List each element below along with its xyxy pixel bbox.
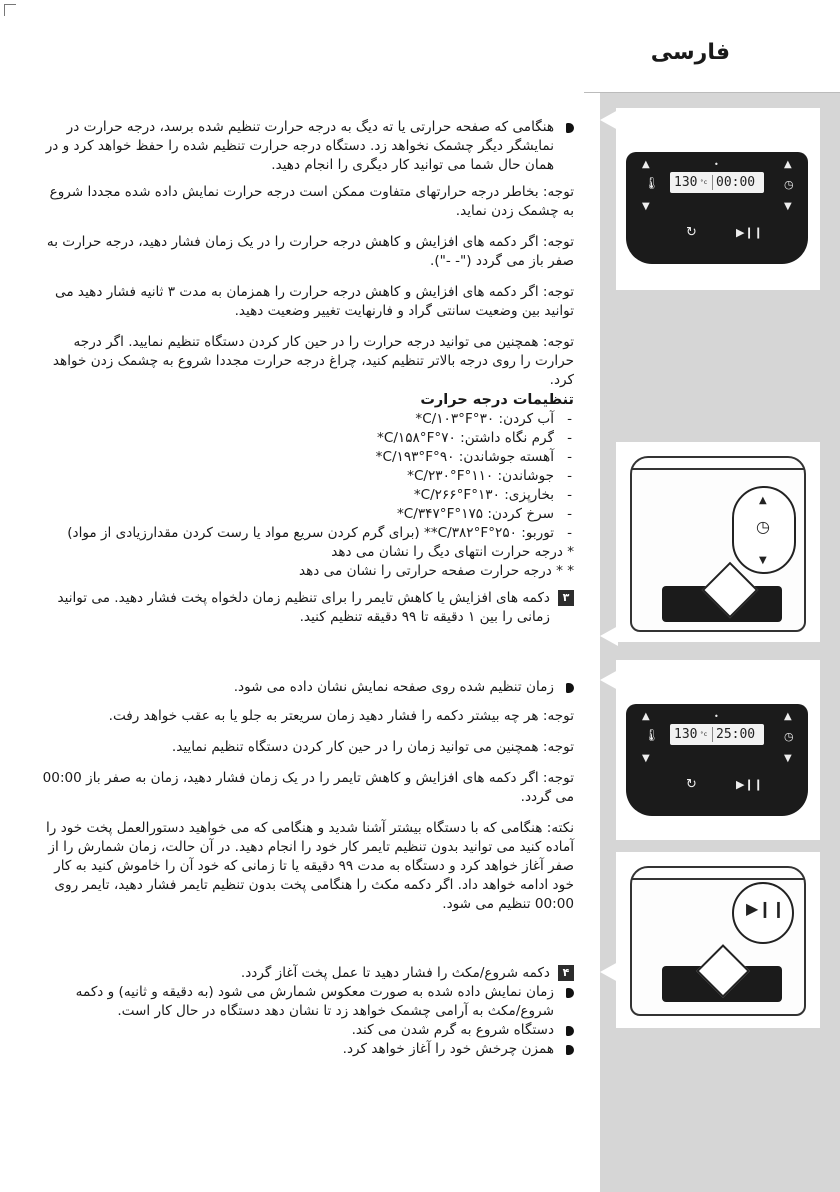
setting-item: - توربو: ۲۵۰°C/۳۸۲°F** (برای گرم کردن سریع مواد یا رست کردن مقدارزیادی از مواد) (36, 524, 574, 543)
setting-item: - گرم نگاه داشتن: ۷۰°C/۱۵۸°F* (36, 429, 574, 448)
start-button-zoom (732, 882, 794, 944)
step-number: ۳ (558, 590, 574, 606)
control-panel (626, 704, 808, 816)
note-1: توجه: بخاطر درجه حرارتهای متفاوت ممکن است درجه حرارت نمایش داده شده مجددا شروع به چشمک زدن نماید. (49, 184, 574, 219)
note-6: توجه: همچنین می توانید زمان را در حین کار کردن دستگاه تنظیم نمایید. (171, 739, 574, 755)
down-arrow-icon: ▼ (642, 201, 650, 212)
clock-icon: ◷ (784, 178, 794, 191)
setting-item: - آب کردن: ۳۰°C/۱۰۳°F* (36, 410, 574, 429)
up-arrow-icon: ▲ (642, 159, 650, 170)
instructions-part-3 (36, 964, 574, 1059)
header-divider (584, 92, 840, 93)
instructions-part-1 (36, 118, 574, 627)
setting-item: - آهسته جوشاندن: ۹۰°C/۱۹۳°F* (36, 448, 574, 467)
setting-item: - سرخ کردن: ۱۷۵°C/۳۴۷°F* (36, 505, 574, 524)
figure-control-panel-25 (616, 660, 820, 840)
bullet-time-shown: زمان تنظیم شده روی صفحه نمایش نشان داده می شود. (36, 678, 574, 697)
step-4-text: دکمه شروع/مکث را فشار دهید تا عمل پخت آغاز گردد. (240, 965, 550, 981)
cooker-illustration (630, 456, 806, 632)
step-4-bullet: همزن چرخش خود را آغاز خواهد کرد. (36, 1040, 574, 1059)
timer-button-zoom (732, 486, 796, 574)
indicator-dot-icon: • (714, 712, 719, 721)
temperature-unit: °c (700, 179, 708, 186)
lid-line (632, 468, 804, 470)
figure-pointer (600, 670, 618, 690)
footnote-1: * درجه حرارت انتهای دیگ را نشان می دهد (331, 544, 574, 560)
settings-heading: تنظیمات درجه حرارت (420, 392, 574, 408)
step-4-bullet: دستگاه شروع به گرم شدن می کند. (36, 1021, 574, 1040)
play-pause-icon: ▶❙❙ (746, 899, 786, 918)
figure-cooker-timer (616, 442, 820, 642)
note-5: توجه: هر چه بیشتر دکمه را فشار دهید زمان سریعتر به جلو یا به عقب خواهد رفت. (108, 708, 574, 724)
step-3 (36, 589, 574, 627)
setting-item: - جوشاندن: ۱۱۰°C/۲۳۰°F* (36, 467, 574, 486)
play-pause-icon: ▶❙❙ (736, 226, 763, 239)
lcd-display (670, 724, 764, 745)
step-3-text: دکمه های افزایش یا کاهش تایمر را برای تنظیم زمان دلخواه پخت فشار دهید. می توانید زمانی را بین ۱ دقیقه تا ۹۹ دقیقه تنظیم کنید. (57, 590, 550, 625)
up-arrow-icon: ▲ (784, 159, 792, 170)
step-number: ۴ (558, 965, 574, 981)
indicator-dot-icon: • (714, 160, 719, 169)
note-7: توجه: اگر دکمه های افزایش و کاهش تایمر را در یک زمان فشار دهید، زمان به صفر باز 00:00 می گردد. (42, 770, 574, 805)
figure-pointer (600, 626, 618, 646)
down-arrow-icon: ▼ (784, 201, 792, 212)
footnote-2: * * درجه حرارت صفحه حرارتی را نشان می دهد (298, 563, 574, 579)
figure-pointer (600, 110, 618, 130)
figure-control-panel-00 (616, 108, 820, 290)
step-4 (36, 964, 574, 983)
lid-line (632, 878, 804, 880)
language-label: فارسی (650, 40, 730, 65)
note-4: توجه: همچنین می توانید درجه حرارت را در حین کار کردن دستگاه تنظیم نمایید. اگر درجه حرارت را روی درجه بالاتر تنظیم کنید، چراغ درجه حرارت مجددا شروع به چشمک زدن خواهد کرد. (52, 334, 574, 388)
note-2: توجه: اگر دکمه های افزایش و کاهش درجه حرارت را در یک زمان فشار دهید، درجه حرارت به صفر باز می گردد ("- -"). (46, 234, 574, 269)
clock-icon: ◷ (756, 517, 770, 536)
note-3: توجه: اگر دکمه های افزایش و کاهش درجه حرارت را همزمان به مدت ۳ ثانیه فشار دهید می توانید بین وضعیت سانتی گراد و فارنهایت تغییر وضعیت دهید. (55, 284, 574, 319)
figure-pointer (600, 962, 618, 982)
step-4-bullet: زمان نمایش داده شده به صورت معکوس شمارش می شود (به دقیقه و ثانیه) و دکمه شروع/مکث به آرامی چشمک خواهد زد تا نشان دهد دستگاه در حال کار است. (36, 983, 574, 1021)
display-separator (712, 727, 713, 742)
clock-icon: ◷ (784, 730, 794, 743)
instructions-part-2 (36, 678, 574, 914)
temperature-unit: °c (700, 731, 708, 738)
control-panel (626, 152, 808, 264)
timer-readout: 00:00 (716, 175, 756, 190)
down-arrow-icon: ▼ (642, 753, 650, 764)
up-arrow-icon: ▲ (759, 495, 767, 506)
setting-item: - بخارپزی: ۱۳۰°C/۲۶۶°F* (36, 486, 574, 505)
stir-icon: ↻ (686, 225, 697, 240)
temperature-readout: 130 (674, 175, 698, 190)
figure-cooker-start (616, 852, 820, 1028)
play-pause-icon: ▶❙❙ (736, 778, 763, 791)
lcd-display (670, 172, 764, 193)
tip: نکته: هنگامی که با دستگاه بیشتر آشنا شدید و هنگامی که می خواهید دستورالعمل پخت خود را آماده کنید می توانید بدون تنظیم تایمر کار خود را انجام دهید. در آن حالت، زمان شمارش را از صفر آغاز خواهد کرد و دستگاه به مدت ۹۹ دقیقه یا تا زمانی که خود آن را خاموش کنید به کار خود ادامه خواهد داد. اگر دکمه مکث را هنگامی پخت بدون تنظیم تایمر فشار دهید، تایمر روی 00:00 تنظیم می شود. (46, 820, 574, 912)
crop-mark (4, 4, 16, 16)
up-arrow-icon: ▲ (642, 711, 650, 722)
display-separator (712, 175, 713, 190)
up-arrow-icon: ▲ (784, 711, 792, 722)
thermometer-icon: 🌡 (644, 176, 660, 190)
stir-icon: ↻ (686, 777, 697, 792)
temperature-readout: 130 (674, 727, 698, 742)
down-arrow-icon: ▼ (784, 753, 792, 764)
timer-readout: 25:00 (716, 727, 756, 742)
thermometer-icon: 🌡 (644, 728, 660, 742)
down-arrow-icon: ▼ (759, 555, 767, 566)
bullet-temp-reached: هنگامی که صفحه حرارتی یا ته دیگ به درجه حرارت تنظیم شده برسد، درجه حرارت در نمایشگر دیگر چشمک نخواهد زد. دستگاه درجه حرارت تنظیم شده را حفظ خواهد کرد و در همان حال شما می توانید کار دیگری را انجام دهید. (36, 118, 574, 175)
cooker-illustration (630, 866, 806, 1016)
